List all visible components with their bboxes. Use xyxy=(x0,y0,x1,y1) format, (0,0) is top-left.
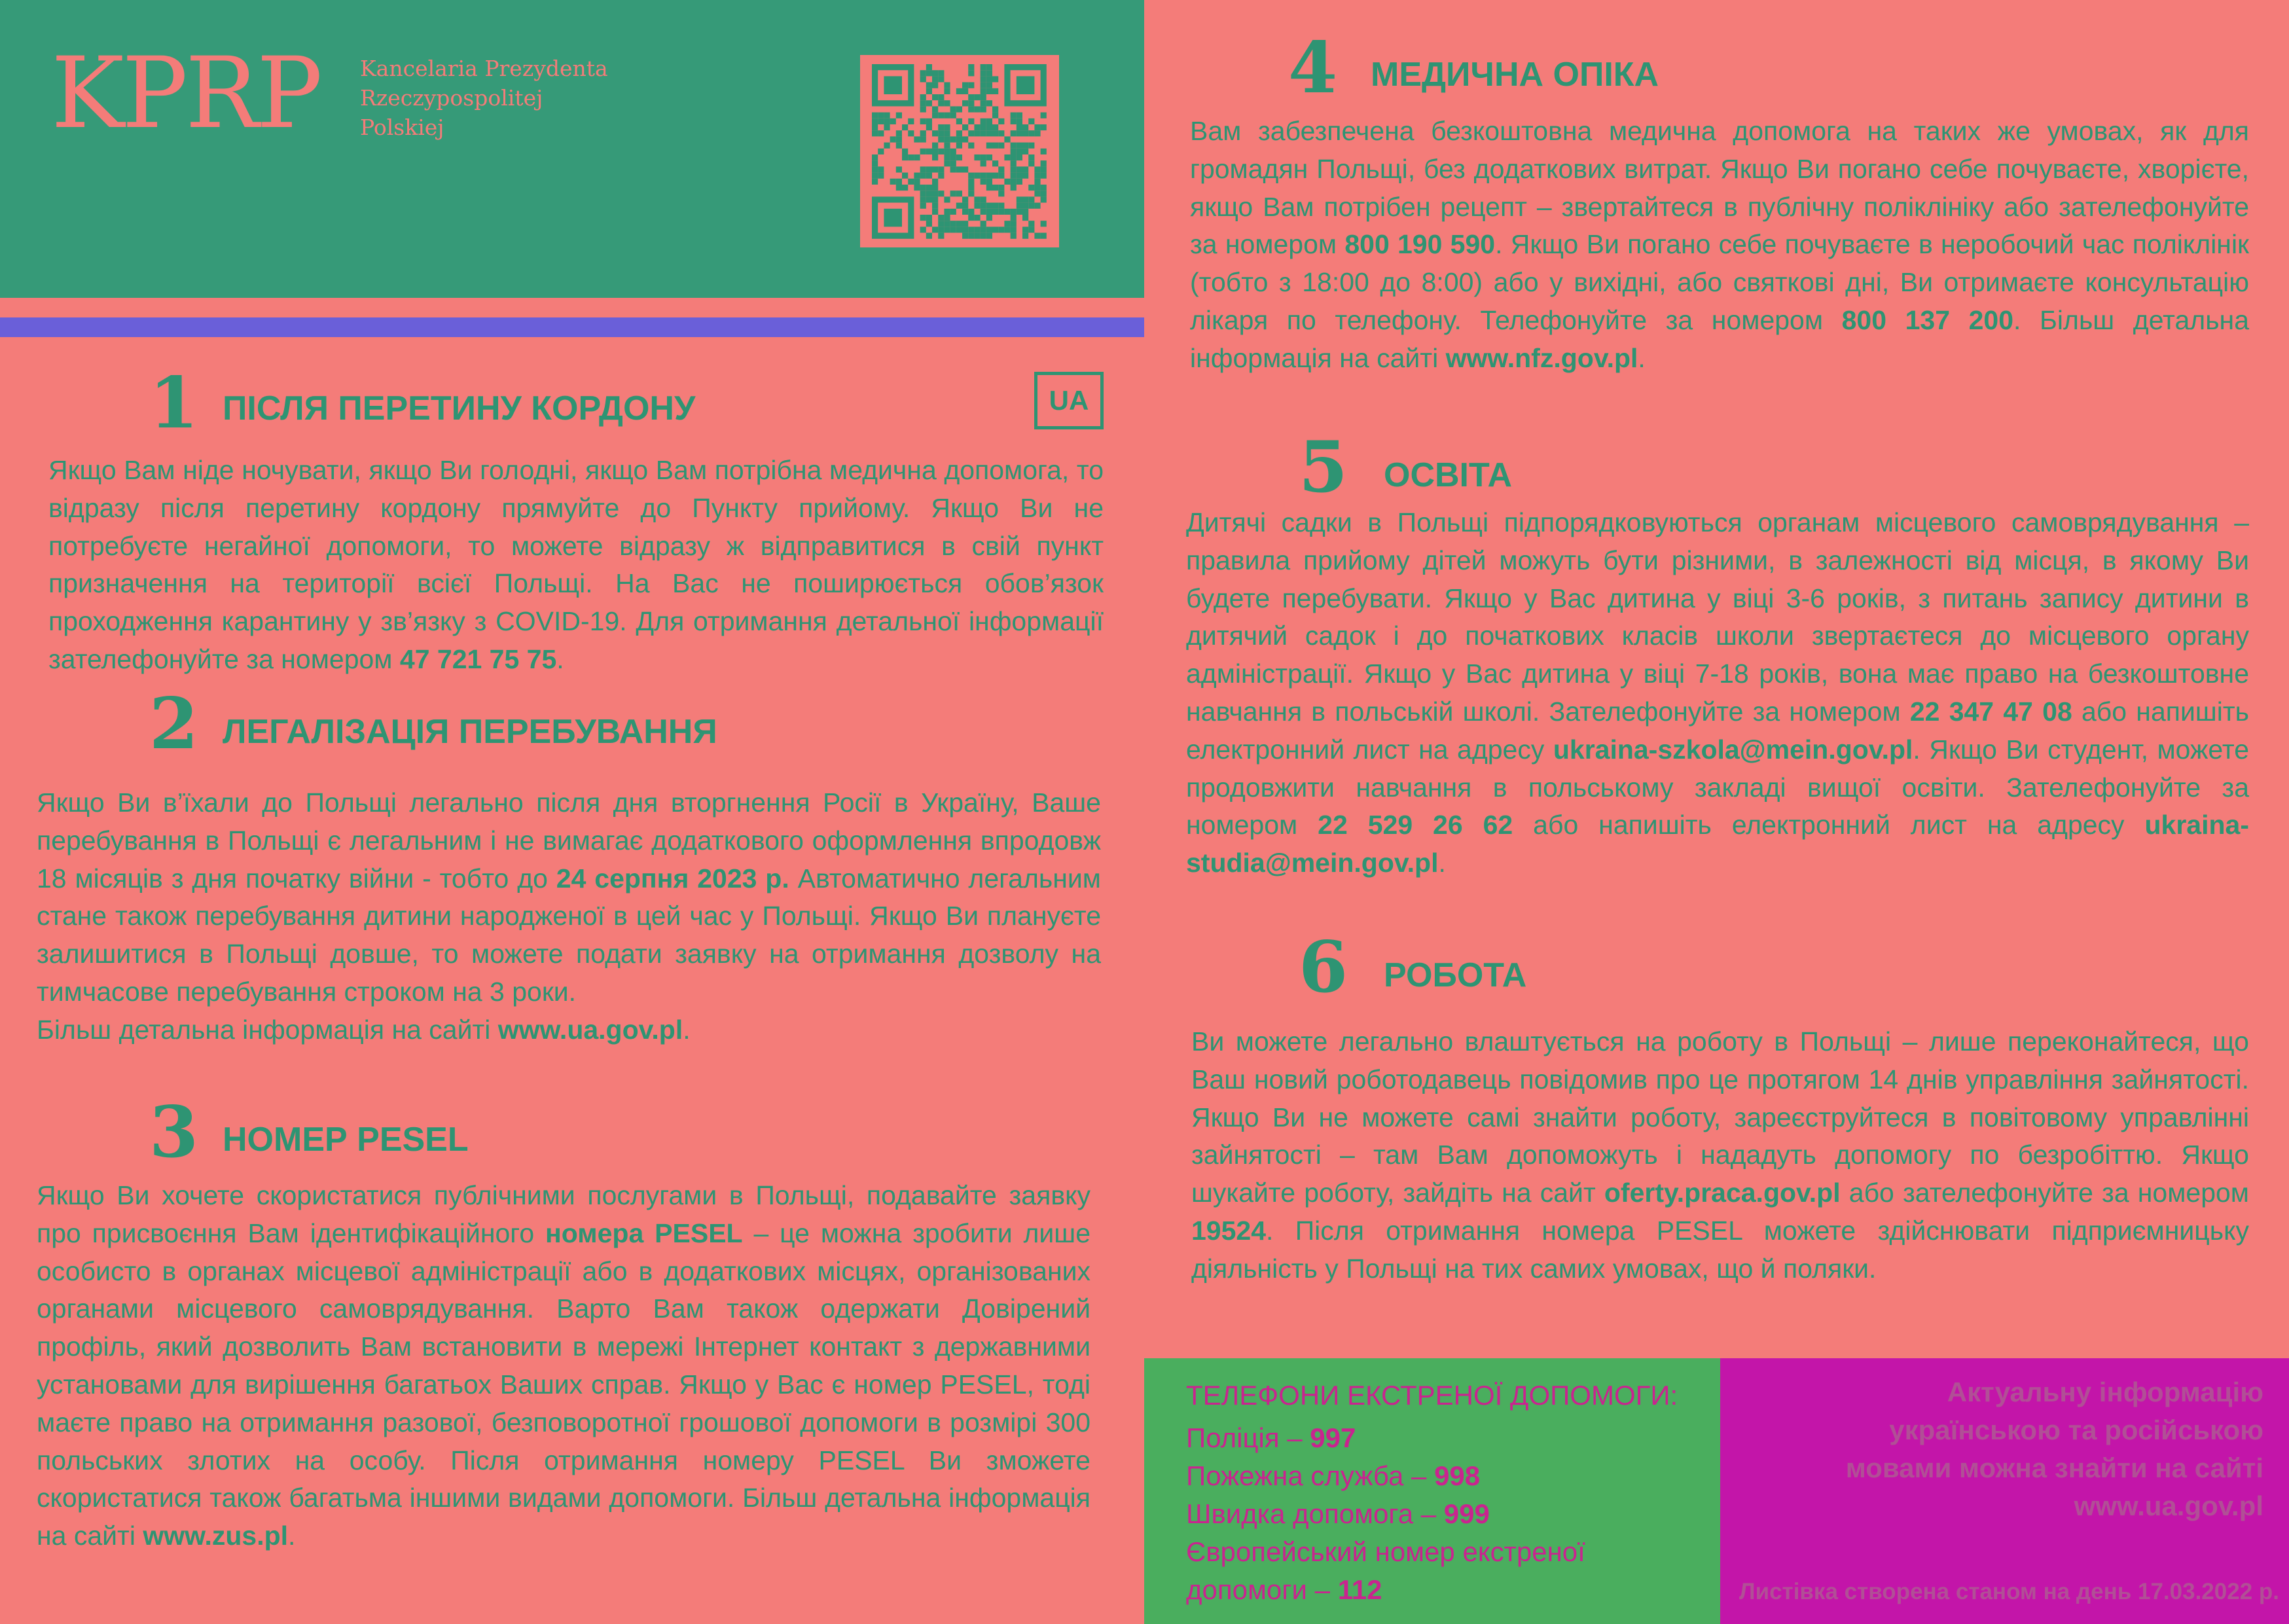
section-title: НОМЕР PESEL xyxy=(223,1121,469,1159)
section-number: 5 xyxy=(1299,426,1348,509)
emergency-number: 997 xyxy=(1310,1422,1356,1453)
emergency-item-european: Європейський номер екстреної допомоги – 112 xyxy=(1186,1536,1585,1605)
phone-number: 800 190 590 xyxy=(1344,229,1496,260)
section-title: ЛЕГАЛІЗАЦІЯ ПЕРЕБУВАННЯ xyxy=(223,713,717,751)
divider-stripe xyxy=(0,298,1144,317)
emergency-item-police: Поліція – 997 xyxy=(1186,1422,1356,1453)
org-line: Kancelaria Prezydenta xyxy=(360,56,608,81)
website-link[interactable]: www.nfz.gov.pl xyxy=(1445,342,1638,373)
pesel-highlight: номера PESEL xyxy=(545,1218,743,1248)
emergency-item-fire: Пожежна служба – 998 xyxy=(1186,1460,1481,1491)
emergency-title: ТЕЛЕФОНИ ЕКСТРЕНОЇ ДОПОМОГИ: xyxy=(1186,1380,1678,1411)
section-number: 6 xyxy=(1299,926,1348,1009)
section-title: ОСВІТА xyxy=(1384,456,1513,494)
phone-number: 47 721 75 75 xyxy=(399,643,557,674)
emergency-item-ambulance: Швидка допомога – 999 xyxy=(1186,1498,1490,1529)
emergency-number: 112 xyxy=(1337,1574,1382,1605)
website-link[interactable]: www.ua.gov.pl xyxy=(497,1014,683,1045)
org-line: Rzeczypospolitej xyxy=(360,85,543,111)
section-text: Якщо Ви хочете скористатися публічними послугами в Польщі, подавайте заявку про присвоєння Вам ідентифікаційного номера PESEL – це можна зробити лише особисто в органах місцевої адміністрації або в додаткових місцях, організованих органами місцевого самоврядування. Варто Вам також одержати Довірений профіль, який дозволить Вам встановити в мережі Інтернет контакт з державними установами для вирішення багатьох Ваших справ. Якщо у Вас є номер PESEL, тоді маєте право на отримання разової, безповоротної грошової допомоги в розмірі 300 польських злотих на особу. Після отримання номеру PESEL Ви зможете скористатися також багатьма іншими видами допомоги. Більш детальна інформація на сайті www.zus.pl. xyxy=(37,1180,1090,1551)
section-text: Якщо Ви в’їхали до Польщі легально після дня вторгнення Росії в Україну, Ваше перебування в Польщі є легальним і не вимагає додаткового оформлення впродовж 18 місяців з дня початку війни - тобто до 24 серпня 2023 р. Автоматично легальним стане також перебування дитини народженої в цей час у Польщі. Якщо Ви плануєте залишитися в Польщі довше, то можете подати заявку на отримання дозволу на тимчасове перебування строком на 3 роки. Більш детальна інформація на сайті www.ua.gov.pl. xyxy=(37,787,1101,1045)
divider-stripe-blue xyxy=(0,317,1144,337)
section-number: 1 xyxy=(149,362,199,444)
kprp-logo: KPRP xyxy=(51,37,320,151)
website-link[interactable]: oferty.praca.gov.pl xyxy=(1604,1178,1841,1208)
section-title: РОБОТА xyxy=(1384,956,1527,994)
qr-code-graphic xyxy=(860,55,1059,247)
section-number: 3 xyxy=(149,1091,199,1174)
language-badge: UA xyxy=(1034,372,1104,429)
section-number: 2 xyxy=(149,683,199,765)
phone-number: 19524 xyxy=(1191,1215,1267,1246)
website-link[interactable]: www.zus.pl xyxy=(143,1521,289,1551)
email-link[interactable]: ukraina-szkola@mein.gov.pl xyxy=(1553,734,1913,765)
info-line: українською та російською xyxy=(1889,1415,2263,1445)
section-title: ПІСЛЯ ПЕРЕТИНУ КОРДОНУ xyxy=(223,389,696,427)
emergency-number: 999 xyxy=(1443,1498,1490,1529)
phone-number: 800 137 200 xyxy=(1841,304,2014,335)
phone-number: 22 529 26 62 xyxy=(1318,810,1513,840)
phone-number: 22 347 47 08 xyxy=(1909,696,2072,727)
section-number: 4 xyxy=(1288,27,1338,109)
qr-code-icon[interactable] xyxy=(860,55,1059,247)
emergency-list xyxy=(1186,1419,1657,1609)
section-text: Вам забезпечена безкоштовна медична допомога на таких же умовах, як для громадян Польщі, без додаткових витрат. Якщо Ви погано себе почуваєте, хворієте, якщо Вам потрібен рецепт – звертайтеся в публічну поліклініку або зателефонуйте за номером 800 190 590. Якщо Ви погано себе почуваєте в неробочий час поліклінік (тобто з 18:00 до 8:00) або у вихідні, або святкові дні, Ви отримаєте консультацію лікаря по телефону. Телефонуйте за номером 800 137 200. Більш детальна інформація на сайті www.nfz.gov.pl. xyxy=(1190,116,2249,373)
deadline-date: 24 серпня 2023 р. xyxy=(556,863,789,893)
section-text: Дитячі садки в Польщі підпорядковуються органам місцевого самоврядування – правила прийому дітей можуть бути різними, в залежності від місця, в якому Ви будете перебувати. Якщо у Вас дитина у віці 3-6 років, з питань запису дитини в дитячий садок і до початкових класів школи звертаєтеся до місцевого органу адміністрації. Якщо у Вас дитина у віці 7-18 років, вона має право на безкоштовне навчання в польській школі. Зателефонуйте за номером 22 347 47 08 або напишіть електронний лист на адресу ukraina-szkola@mein.gov.pl. Якщо Ви студент, можете продовжити навчання в польському закладі вищої освіти. Зателефонуйте за номером 22 529 26 62 або напишіть електронний лист на адресу ukraina-studia@mein.gov.pl. xyxy=(1186,507,2249,878)
emergency-number: 998 xyxy=(1434,1460,1481,1491)
email-link[interactable]: ukraina-studia@mein.gov.pl xyxy=(1186,810,2249,878)
info-line: мовами можна знайти на сайті xyxy=(1845,1453,2263,1483)
organization-name xyxy=(360,54,608,142)
website-link[interactable]: www.ua.gov.pl xyxy=(2074,1490,2263,1521)
section-text: Ви можете легально влаштується на роботу в Польщі – лише переконайтеся, що Ваш новий роботодавець повідомив про це протягом 14 днів управління зайнятості. Якщо Ви не можете самі знайти роботу, зареєструйтеся в повітовому управлінні зайнятості – там Вам допоможуть і нададуть допомогу по безробіттю. Якщо шукайте роботу, зайдіть на сайт oferty.praca.gov.pl або зателефонуйте за номером 19524. Після отримання номера PESEL можете здійснювати підприємницьку діяльність у Польщі на тих самих умовах, що й поляки. xyxy=(1191,1026,2249,1284)
leaflet-date-note: Листівка створена станом на день 17.03.2022 р. xyxy=(1739,1579,2279,1604)
org-line: Polskiej xyxy=(360,115,444,140)
info-line: Актуальну інформацію xyxy=(1947,1377,2263,1407)
info-text xyxy=(1728,1373,2263,1525)
section-text: Якщо Вам ніде ночувати, якщо Ви голодні, якщо Вам потрібна медична допомога, то відразу після перетину кордону прямуйте до Пункту прийому. Якщо Ви не потребуєте негайної допомоги, то можете відразу ж відправитися в свій пункт призначення на території всієї Польщі. На Вас не поширюється обов’язок проходження карантину у зв’язку з COVID-19. Для отримання детальної інформації зателефонуйте за номером 47 721 75 75. xyxy=(48,455,1104,674)
section-title: МЕДИЧНА ОПІКА xyxy=(1371,56,1659,94)
